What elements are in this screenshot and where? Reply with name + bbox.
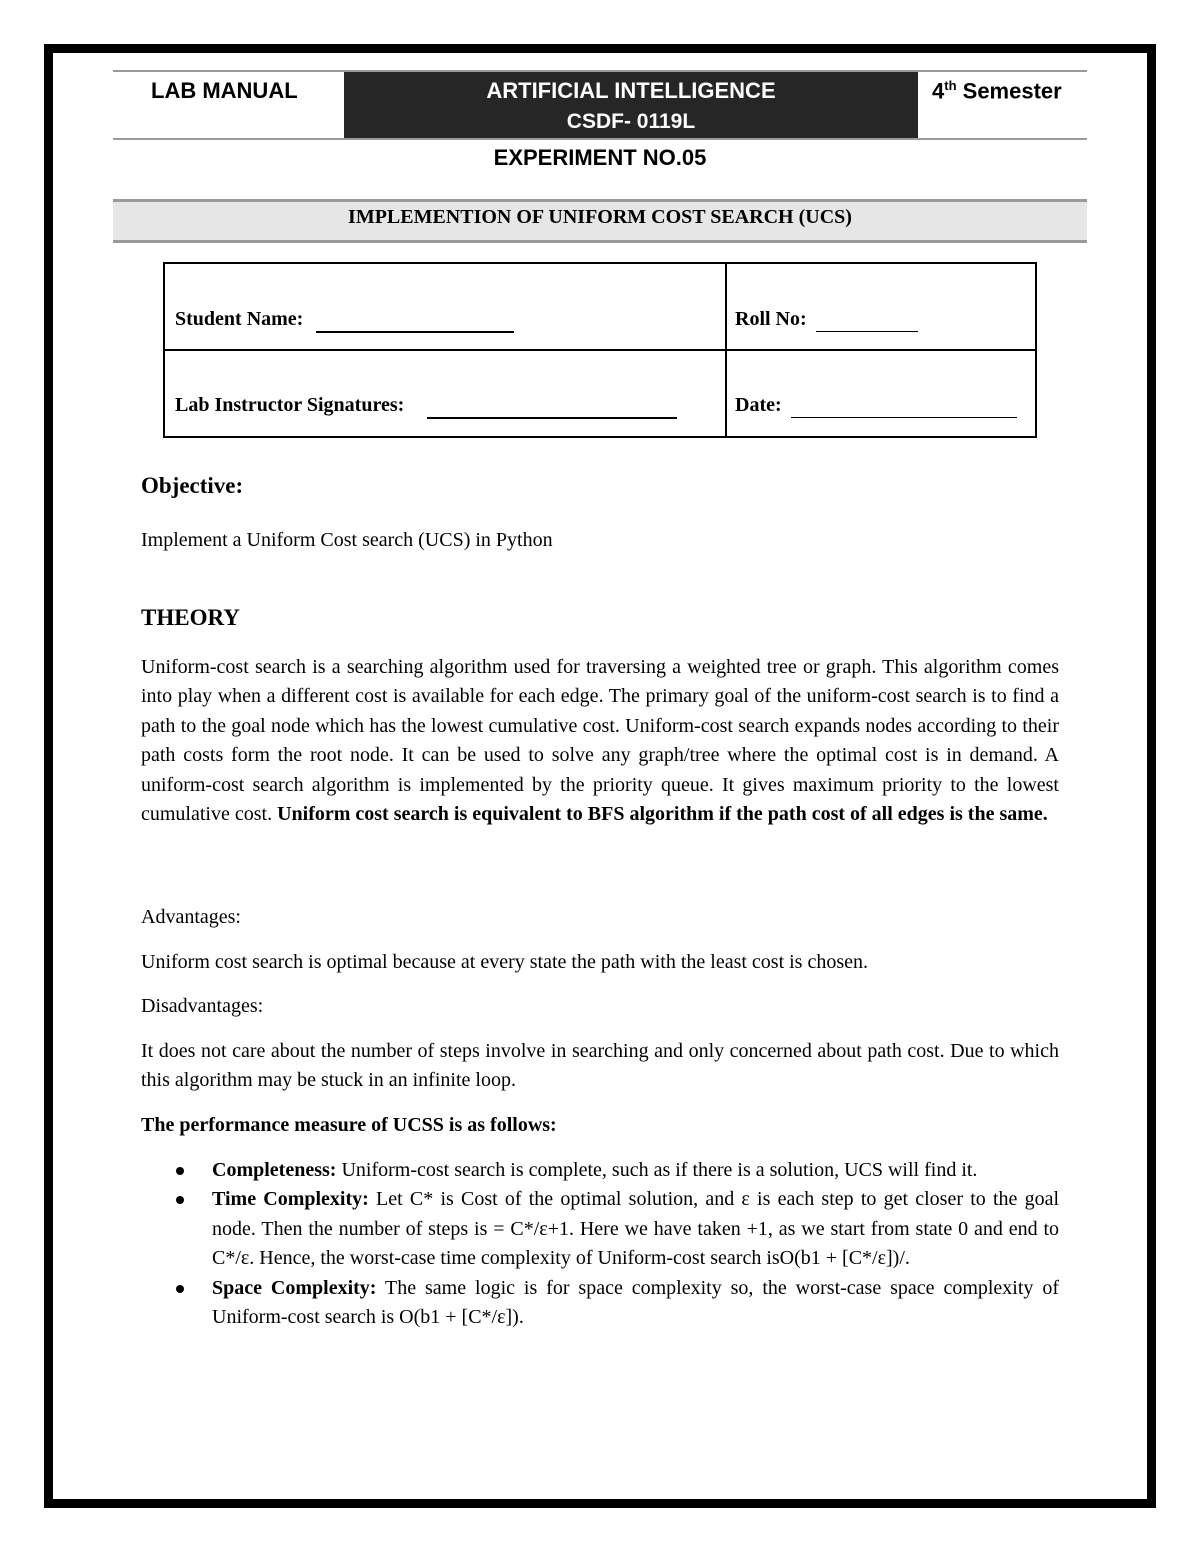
lab-manual-label: LAB MANUAL: [151, 78, 298, 103]
bullet-icon: [176, 1167, 184, 1175]
performance-list: [172, 1156, 1059, 1332]
theory-paragraph: Uniform-cost search is a searching algorithm used for traversing a weighted tree or graph. This algorithm comes into play when a different cost is available for each edge. The primary goal of the uniform-cost search is to find a path to the goal node which has the lowest cumulative cost. Uniform-cost search expands nodes according to their path costs form the root node. It can be used to solve any graph/tree where the optimal cost is in demand. A uniform-cost search algorithm is implemented by the priority queue. It gives maximum priority to the lowest cumulative cost. Uniform cost search is equivalent to BFS algorithm if the path cost of all edges is the same.: [141, 656, 1059, 826]
header-course-cell: [344, 72, 918, 138]
table-divider-horizontal: [165, 349, 1035, 351]
header-left-cell: [113, 72, 344, 138]
student-name-line[interactable]: [316, 308, 514, 333]
roll-no-line[interactable]: [816, 308, 918, 332]
performance-heading: The performance measure of UCSS is as follows:: [141, 1114, 557, 1136]
date-label: Date:: [735, 394, 782, 416]
bullet-icon: [176, 1285, 184, 1293]
theory-paragraph-bold: Uniform cost search is equivalent to BFS algorithm if the path cost of all edges is the same.: [277, 803, 1048, 826]
header-semester-cell: [918, 72, 1087, 138]
instructor-signature-line[interactable]: [427, 394, 677, 419]
student-name-field[interactable]: [175, 308, 514, 333]
date-line[interactable]: [791, 394, 1017, 418]
disadvantages-text: It does not care about the number of steps involve in searching and only concerned about path cost. Due to which this algorithm may be stuck in an infinite loop.: [141, 1040, 1059, 1092]
student-name-label: Student Name:: [175, 308, 304, 330]
document-header: [113, 70, 1087, 140]
bullet-icon: [176, 1196, 184, 1204]
student-info-table: [163, 262, 1037, 438]
advantages-text: Uniform cost search is optimal because at every state the path with the least cost is chosen.: [141, 951, 869, 973]
instructor-signature-field[interactable]: [175, 394, 677, 419]
theory-heading: THEORY: [141, 605, 240, 630]
experiment-number: EXPERIMENT NO.05: [493, 145, 707, 170]
list-item: Time Complexity: Let C* is Cost of the optimal solution, and ε is each step to get closer to the goal node. Then the number of steps is = C*/ε+1. Here we have taken +1, as we start from state 0 and end to C*/ε. Hence, the worst-case time complexity of Uniform-cost search isO(b1 + [C*/ε])/.: [172, 1185, 1059, 1273]
experiment-title-bar: [113, 199, 1087, 243]
experiment-title: IMPLEMENTION OF UNIFORM COST SEARCH (UCS): [348, 206, 852, 228]
list-item: Completeness: Uniform-cost search is complete, such as if there is a solution, UCS will find it.: [172, 1156, 1059, 1185]
course-code: CSDF- 0119L: [566, 110, 696, 133]
objective-heading: Objective:: [141, 473, 244, 498]
disadvantages-label: Disadvantages:: [141, 995, 264, 1017]
objective-text: Implement a Uniform Cost search (UCS) in Python: [141, 529, 553, 551]
list-item: Space Complexity: The same logic is for space complexity so, the worst-case space complexity of Uniform-cost search is O(b1 + [C*/ε]).: [172, 1274, 1059, 1333]
roll-no-field[interactable]: [735, 308, 918, 332]
roll-no-label: Roll No:: [735, 308, 807, 330]
advantages-label: Advantages:: [141, 906, 241, 928]
date-field[interactable]: [735, 394, 1017, 418]
semester-label: 4th Semester: [932, 78, 1062, 104]
instructor-signature-label: Lab Instructor Signatures:: [175, 394, 405, 416]
course-title: ARTIFICIAL INTELLIGENCE: [486, 78, 776, 103]
